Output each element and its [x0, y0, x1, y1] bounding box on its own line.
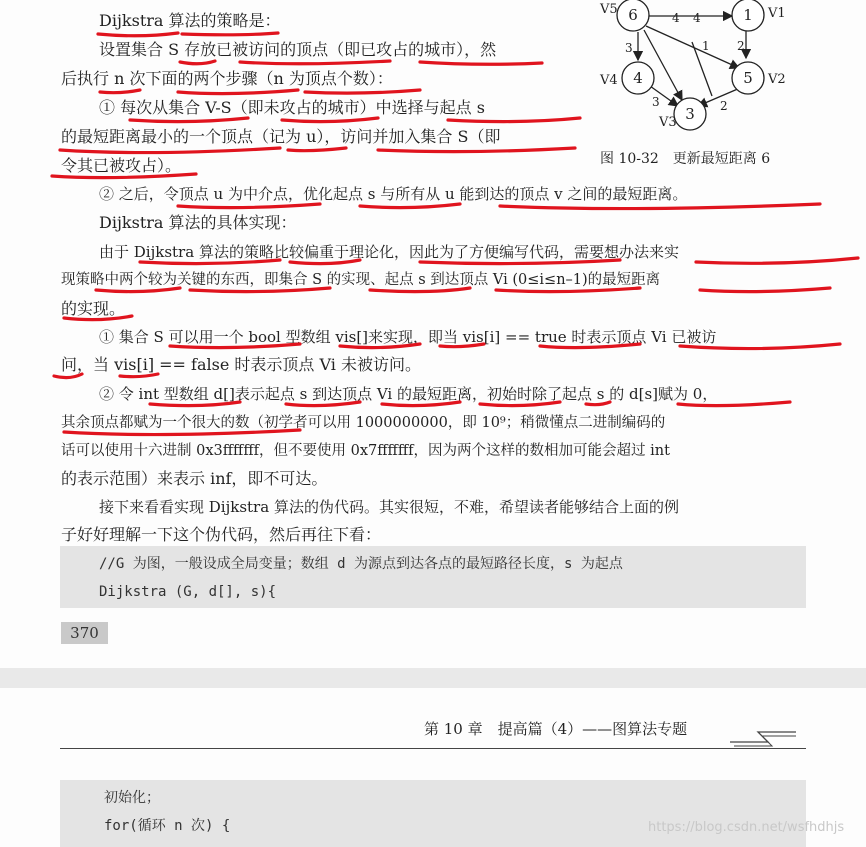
node-value: 3	[685, 105, 695, 123]
text-line: ② 令 int 型数组 d[]表示起点 s 到达顶点 Vi 的最短距离，初始时除了起点 s 的 d[s]赋为 0，	[99, 385, 718, 403]
book-page-371	[0, 688, 866, 847]
code-line: 初始化；	[104, 790, 160, 806]
text-line: ① 每次从集合 V-S（即未攻占的城市）中选择与起点 s	[99, 98, 485, 117]
text-line: ② 之后，令顶点 u 为中介点，优化起点 s 与所有从 u 能到达的顶点 v 之间的最短距离。	[99, 185, 688, 203]
header-ornament	[728, 724, 798, 748]
text-line: 话可以使用十六进制 0x3fffffff，但不要使用 0x7fffffff，因为两个这样的数相加可能会超过 int	[61, 443, 670, 459]
edge-weight: 2	[720, 99, 728, 113]
node-value: 5	[743, 69, 753, 87]
watermark: https://blog.csdn.net/wsfhdhjs	[648, 820, 845, 835]
node-label: V5	[600, 2, 618, 17]
node-label: V2	[768, 72, 786, 87]
text-line: 接下来看看实现 Dijkstra 算法的伪代码。其实很短，不难，希望读者能够结合上面的例	[99, 498, 679, 516]
edge-weight: 4	[672, 11, 680, 25]
node-label: V3	[659, 115, 677, 130]
code-line: for(循环 n 次) {	[104, 818, 231, 834]
code-line: Dijkstra (G, d[], s){	[99, 584, 277, 600]
text-line: 后执行 n 次下面的两个步骤（n 为顶点个数）：	[61, 69, 393, 88]
text-line: 的最短距离最小的一个顶点（记为 u），访问并加入集合 S（即	[61, 127, 501, 146]
code-line: //G 为图，一般设成全局变量；数组 d 为源点到达各点的最短路径长度，s 为起点	[99, 556, 623, 572]
edge-weight: 3	[652, 95, 660, 109]
text-line: ① 集合 S 可以用一个 bool 型数组 vis[]来实现，即当 vis[i] == true 时表示顶点 Vi 已被访	[99, 328, 717, 346]
text-line: 其余顶点都赋为一个很大的数（初学者可以用 1000000000，即 10⁹；稍微懂点二进制编码的	[61, 415, 666, 431]
text-line: 由于 Dijkstra 算法的策略比较偏重于理论化，因此为了方便编写代码，需要想办法来实	[99, 243, 679, 261]
code-block	[60, 780, 806, 847]
figure-caption: 图 10-32 更新最短距离 6	[600, 151, 771, 167]
text-line: 问，当 vis[i] == false 时表示顶点 Vi 未被访问。	[61, 355, 421, 374]
edge-weight: 3	[625, 41, 633, 55]
text-line: 子好好理解一下这个伪代码，然后再往下看：	[61, 525, 382, 544]
node-value: 6	[628, 6, 638, 24]
text-line: 现策略中两个较为关键的东西，即集合 S 的实现、起点 s 到达顶点 Vi (0≤i≤n–1)的最短距离	[61, 272, 661, 288]
text-line: Dijkstra 算法的策略是：	[99, 11, 281, 30]
node-value: 4	[633, 69, 643, 87]
text-line: 的表示范围）来表示 inf，即不可达。	[61, 469, 328, 488]
text-line: 令其已被攻占）。	[61, 156, 182, 175]
text-line: 的实现。	[61, 299, 126, 318]
header-rule	[60, 748, 806, 749]
page-number: 370	[61, 622, 108, 644]
node-label: V1	[768, 6, 786, 21]
section-heading: Dijkstra 算法的具体实现：	[99, 213, 297, 232]
node-label: V4	[600, 73, 618, 88]
edge-weight: 1	[702, 39, 710, 53]
edge-weight: 2	[737, 39, 745, 53]
chapter-header: 第 10 章 提高篇（4）——图算法专题	[424, 720, 688, 738]
edge-weight: 4	[693, 11, 701, 25]
node-value: 1	[743, 6, 753, 24]
text-line: 设置集合 S 存放已被访问的顶点（即已攻占的城市），然	[99, 40, 497, 59]
